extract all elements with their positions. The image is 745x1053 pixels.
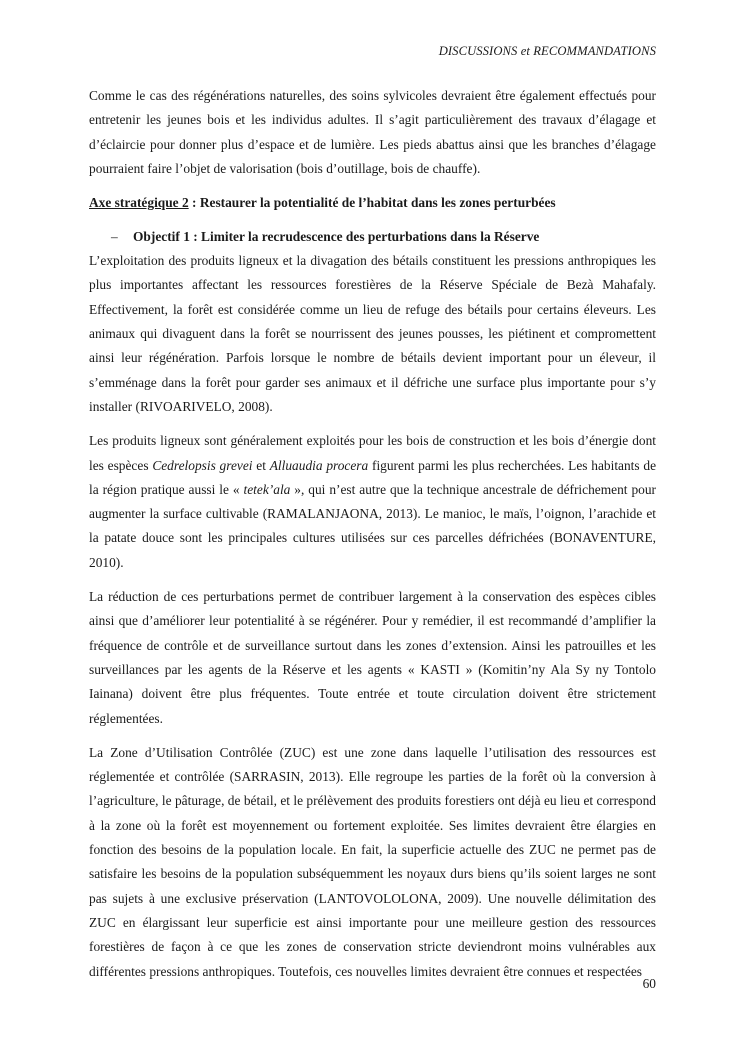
objective-heading [89,225,656,249]
paragraph-disturbance-reduction: La réduction de ces perturbations permet de contribuer largement à la conservation des espèces cibles ainsi que d’améliorer leur potentialité à se régénérer. Pour y remédier, il est recommandé d’amplifier la fréquence de contrôle et de surveillance surtout dans les zones d’extension. Ainsi les patrouilles et les surveillances par les agents de la Réserve et les agents « KASTI » (Komitin’ny Ala Sy ny Tontolo Iainana) doivent être plus fréquentes. Toute entrée et toute circulation doivent être strictement réglementées. [89,589,656,726]
species-name: Alluaudia procera [269,457,369,473]
paragraph-exploitation: L’exploitation des produits ligneux et la divagation des bétails constituent les pressions anthropiques les plus importantes affectant les ressources forestières de la Réserve Spéciale de Bezà Mahafaly. Effectivement, la forêt est considérée comme un lieu de refuge des bétails pour certains éleveurs. Les animaux qui divaguent dans la forêt se nourrissent des jeunes pousses, les piétinent et compromettent ainsi leur régénération. Parfois lorsque le nombre de bétails devient important pour un éleveur, il s’emménage dans la forêt pour garder ses animaux et il défriche une surface plus importante pour s’y installer (RIVOARIVELO, 2008). [89,253,656,414]
objective-title: Objectif 1 : Limiter la recrudescence des perturbations dans la Réserve [133,229,540,245]
text-run: figurent parmi les plus recherchées. Les habitants de la région pratique aussi le « [89,457,657,497]
strategic-axis-title: : Restaurer la potentialité de l’habitat dans les zones perturbées [188,195,556,211]
paragraph-sylvicultural-care: Comme le cas des régénérations naturelles, des soins sylvicoles devraient être également effectués pour entretenir les jeunes bois et les individus adultes. Il s’agit particulièrement des travaux d’élagage et d’éclaircie pour donner plus d’espace et de lumière. Les pieds abattus ainsi que les branches d’élagage pourraient faire l’objet de valorisation (bois d’outillage, bois de chauffe). [89,88,656,176]
running-header: DISCUSSIONS et RECOMMANDATIONS [438,44,656,58]
species-name: Cedrelopsis grevei [152,457,253,473]
text-run: Les produits ligneux sont généralement exploités pour les bois de construction et les bois d’énergie dont les espèces [89,433,656,473]
strategic-axis-heading [89,191,656,215]
page-number: 60 [642,976,656,991]
document-body [89,84,656,994]
local-term: tetek’ala [243,481,291,497]
list-dash: – [111,229,118,245]
strategic-axis-label: Axe stratégique 2 [89,195,189,211]
paragraph-zuc: La Zone d’Utilisation Contrôlée (ZUC) est une zone dans laquelle l’utilisation des ressources est réglementée et contrôlée (SARRASIN, 2013). Elle regroupe les parties de la forêt où la conversion à l’agriculture, le pâturage, de bétail, et le prélèvement des produits forestiers ont déjà eu lieu et correspond à la zone où la forêt est moyennement ou fortement exploitée. Ses limites devraient être élargies en fonction des besoins de la population locale. En fait, la superficie actuelle des ZUC ne permet pas de satisfaire les besoins de la population subséquemment les noyaux durs biens qu’ils soient larges ne sont pas sujets à une exclusive préservation (LANTOVOLOLONA, 2009). Une nouvelle délimitation des ZUC en élargissant leur superficie est ainsi importante pour une meilleure gestion des ressources forestières de façon à ce que les zones de conservation stricte deviendront moins vulnérables aux différentes pressions anthropiques. Toutefois, ces nouvelles limites devraient être connues et respectées [89,744,656,979]
text-run: », qui n’est autre que la technique ancestrale de défrichement pour augmenter la surface cultivable (RAMALANJAONA, 2013). Le manioc, le maïs, l’oignon, l’arachide et la patate douce sont les principales cultures utilisées sur ces parcelles défrichées (BONAVENTURE, 2010). [89,481,656,570]
paragraph-woody-products [89,429,656,575]
text-run: et [252,457,270,473]
